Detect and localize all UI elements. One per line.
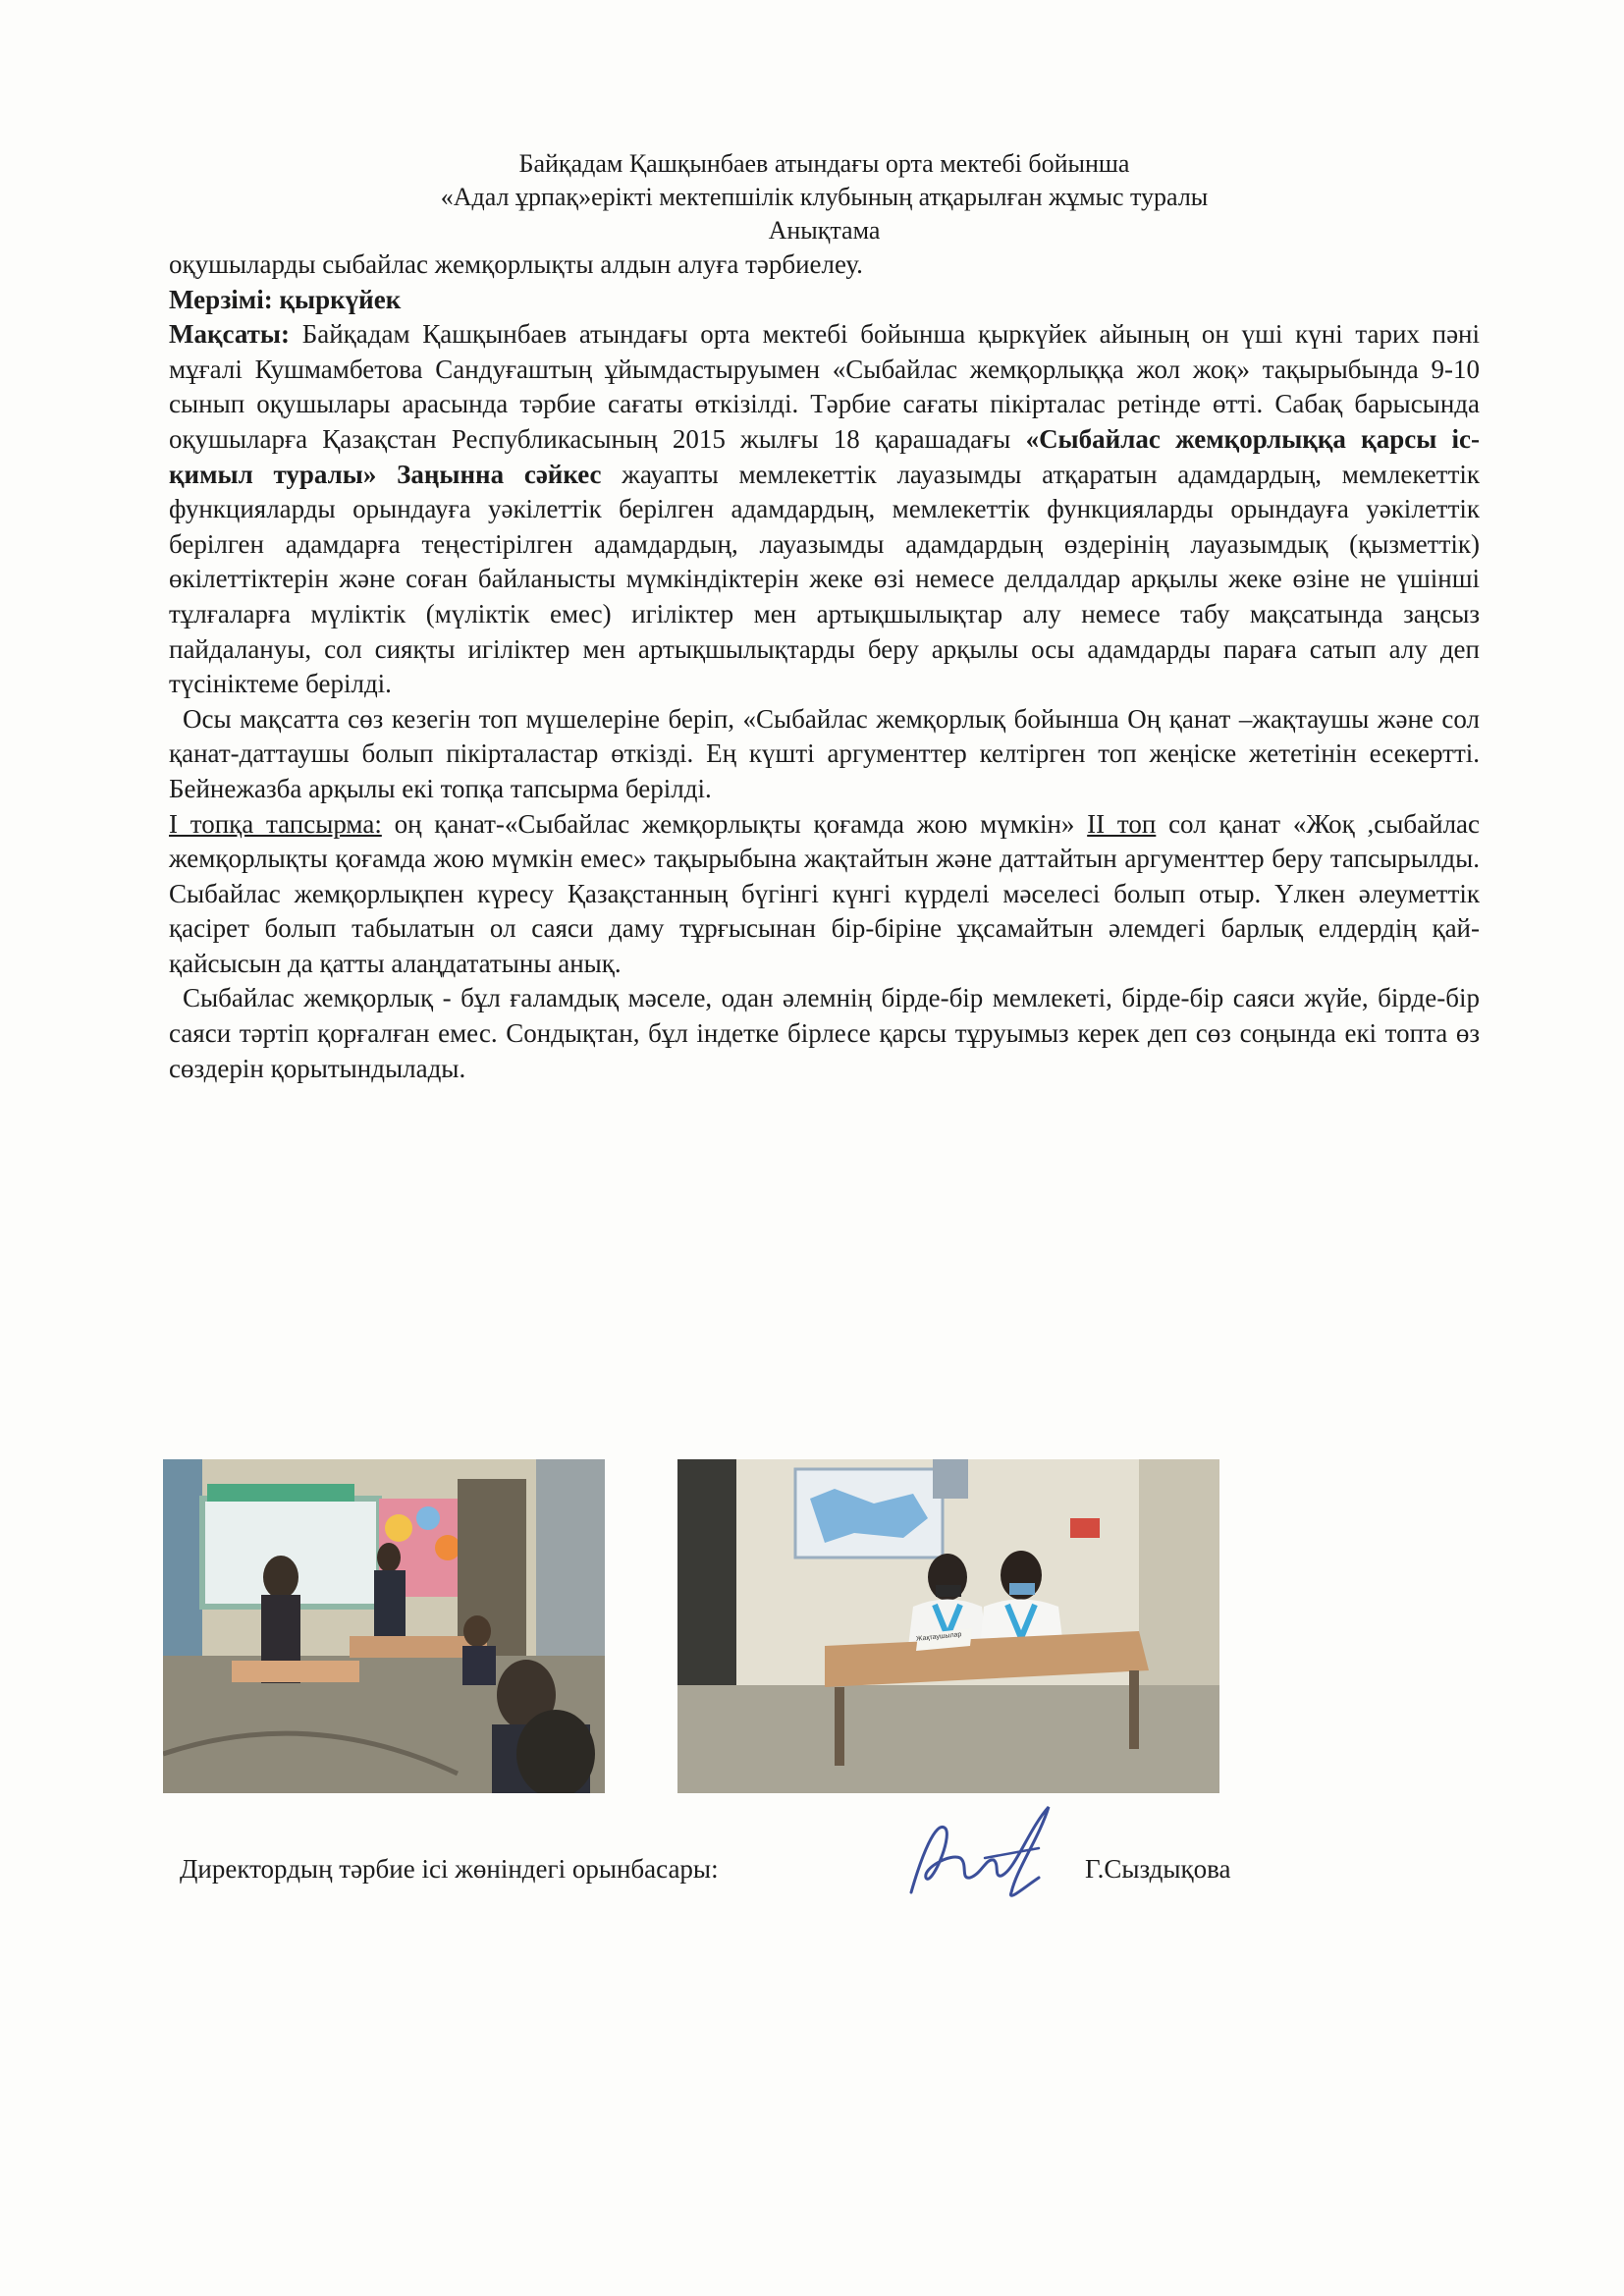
header-line-1: Байқадам Қашқынбаев атындағы орта мектебі бойынша xyxy=(518,149,1130,178)
conclusion-paragraph: Сыбайлас жемқорлық - бұл ғаламдық мәселе, одан әлемнің бірде-бір мемлекеті, бірде-бір саяси жүйе, бірде-бір саяси тәртіп қорғалған емес. Сондықтан, бұл індетке бірлесе қарсы тұруымыз керек деп сөз соңында екі топта өз сөздерін қорытындылады. xyxy=(169,983,1480,1083)
signatory-name: Г.Сыздықова xyxy=(1085,1854,1231,1884)
purpose-label: Мақсаты: xyxy=(169,319,290,350)
purpose-text-2: жауапты мемлекеттік лауазымды атқаратын адамдардың, мемлекеттік функцияларды орындауға уәкілеттік берілген адамдардың, мемлекеттік функцияларды орындауға уәкілеттік берілген адамдарға теңестірілген адамдардың, лауазымды адамдардың өздерінің лауазымдық (қызметтік) өкілеттіктерін және соған байланысты мүмкіндіктерін жеке өзі немесе делдалдар арқылы жеке өзіне не үшінші тұлғаларға мүліктік (мүліктік емес) игіліктер мен артықшылықтар алу немесе табу мақсатында заңсыз пайдалануы, сол сияқты игіліктер мен артықшылықтарды беру арқылы осы адамдарды параға сатып алу деп түсініктеме берілді. xyxy=(169,459,1480,699)
debate-students-photo-image xyxy=(677,1459,1219,1793)
law-name: «Сыбайлас жемқорлыққа қарсы іс-қимыл туралы» Заңынна сәйкес xyxy=(169,423,1480,489)
task-text-2: сол қанат «Жоқ ,сыбайлас жемқорлықты қоғамда жою мүмкін емес» тақырыбына жақтайтын және даттайтын аргументтер беру тапсырылды. Сыбайлас жемқорлықпен күресу Қазақстанның бүгінгі күнгі күрделі мәселесі болып отыр. Үлкен әлеуметтік қасірет болып табылатын ол саяси даму тұрғысынан бір-біріне ұқсамайтын әлемдегі барлық елдердің қай-қайсысын да қатты алаңдататыны анық. xyxy=(169,808,1481,978)
header-line-2: «Адал ұрпақ»ерікті мектепшілік клубының атқарылған жұмыс туралы xyxy=(440,183,1209,211)
group-1-label: I топқа тапсырма: xyxy=(169,808,382,839)
signature-row xyxy=(180,1834,1309,1923)
document-body xyxy=(169,247,1480,1086)
document-header xyxy=(169,147,1480,247)
desk-nameplate-text: Жақтаушылар xyxy=(915,1631,962,1643)
task-paragraph xyxy=(169,807,1480,982)
debate-paragraph: Осы мақсатта сөз кезегін топ мүшелеріне беріп, «Сыбайлас жемқорлық бойынша Оң қанат –жақтаушы және сол қанат-даттаушы болып пікірталастар өткізді. Ең күшті аргументтер келтірген топ жеңіске жететінін есекертті. Бейнежазба арқылы екі топқа тапсырма берілді. xyxy=(169,703,1480,803)
classroom-photo xyxy=(163,1459,605,1793)
signatory-role: Директордың тәрбие ісі жөніндегі орынбасары: xyxy=(180,1854,719,1884)
handwritten-signature xyxy=(892,1799,1078,1907)
document-title: Анықтама xyxy=(768,216,881,245)
document-page xyxy=(169,147,1480,1086)
debate-students-photo xyxy=(677,1459,1219,1793)
term-line: Мерзімі: қыркүйек xyxy=(169,284,402,314)
purpose-text-1: Байқадам Қашқынбаев атындағы орта мектебі бойынша қыркүйек айының он үші күні тарих пәні мұғалі Кушмамбетова Сандуғаштың ұйымдастыруымен «Сыбайлас жемқорлыққа жол жоқ» тақырыбында 9-10 сынып оқушылары арасында тәрбие сағаты өткізілді. Тәрбие сағаты пікірталас ретінде өтті. Сабақ барысында оқушыларға Қазақстан Республикасының 2015 жылғы 18 қарашадағы xyxy=(169,319,1480,454)
classroom-photo-image xyxy=(163,1459,605,1793)
purpose-paragraph xyxy=(169,317,1480,702)
task-text-1: оң қанат-«Сыбайлас жемқорлықты қоғамда жою мүмкін» xyxy=(381,808,1088,839)
group-2-label: II топ xyxy=(1087,808,1157,839)
intro-line: оқушыларды сыбайлас жемқорлықты алдын алуға тәрбиелеу. xyxy=(169,249,863,279)
